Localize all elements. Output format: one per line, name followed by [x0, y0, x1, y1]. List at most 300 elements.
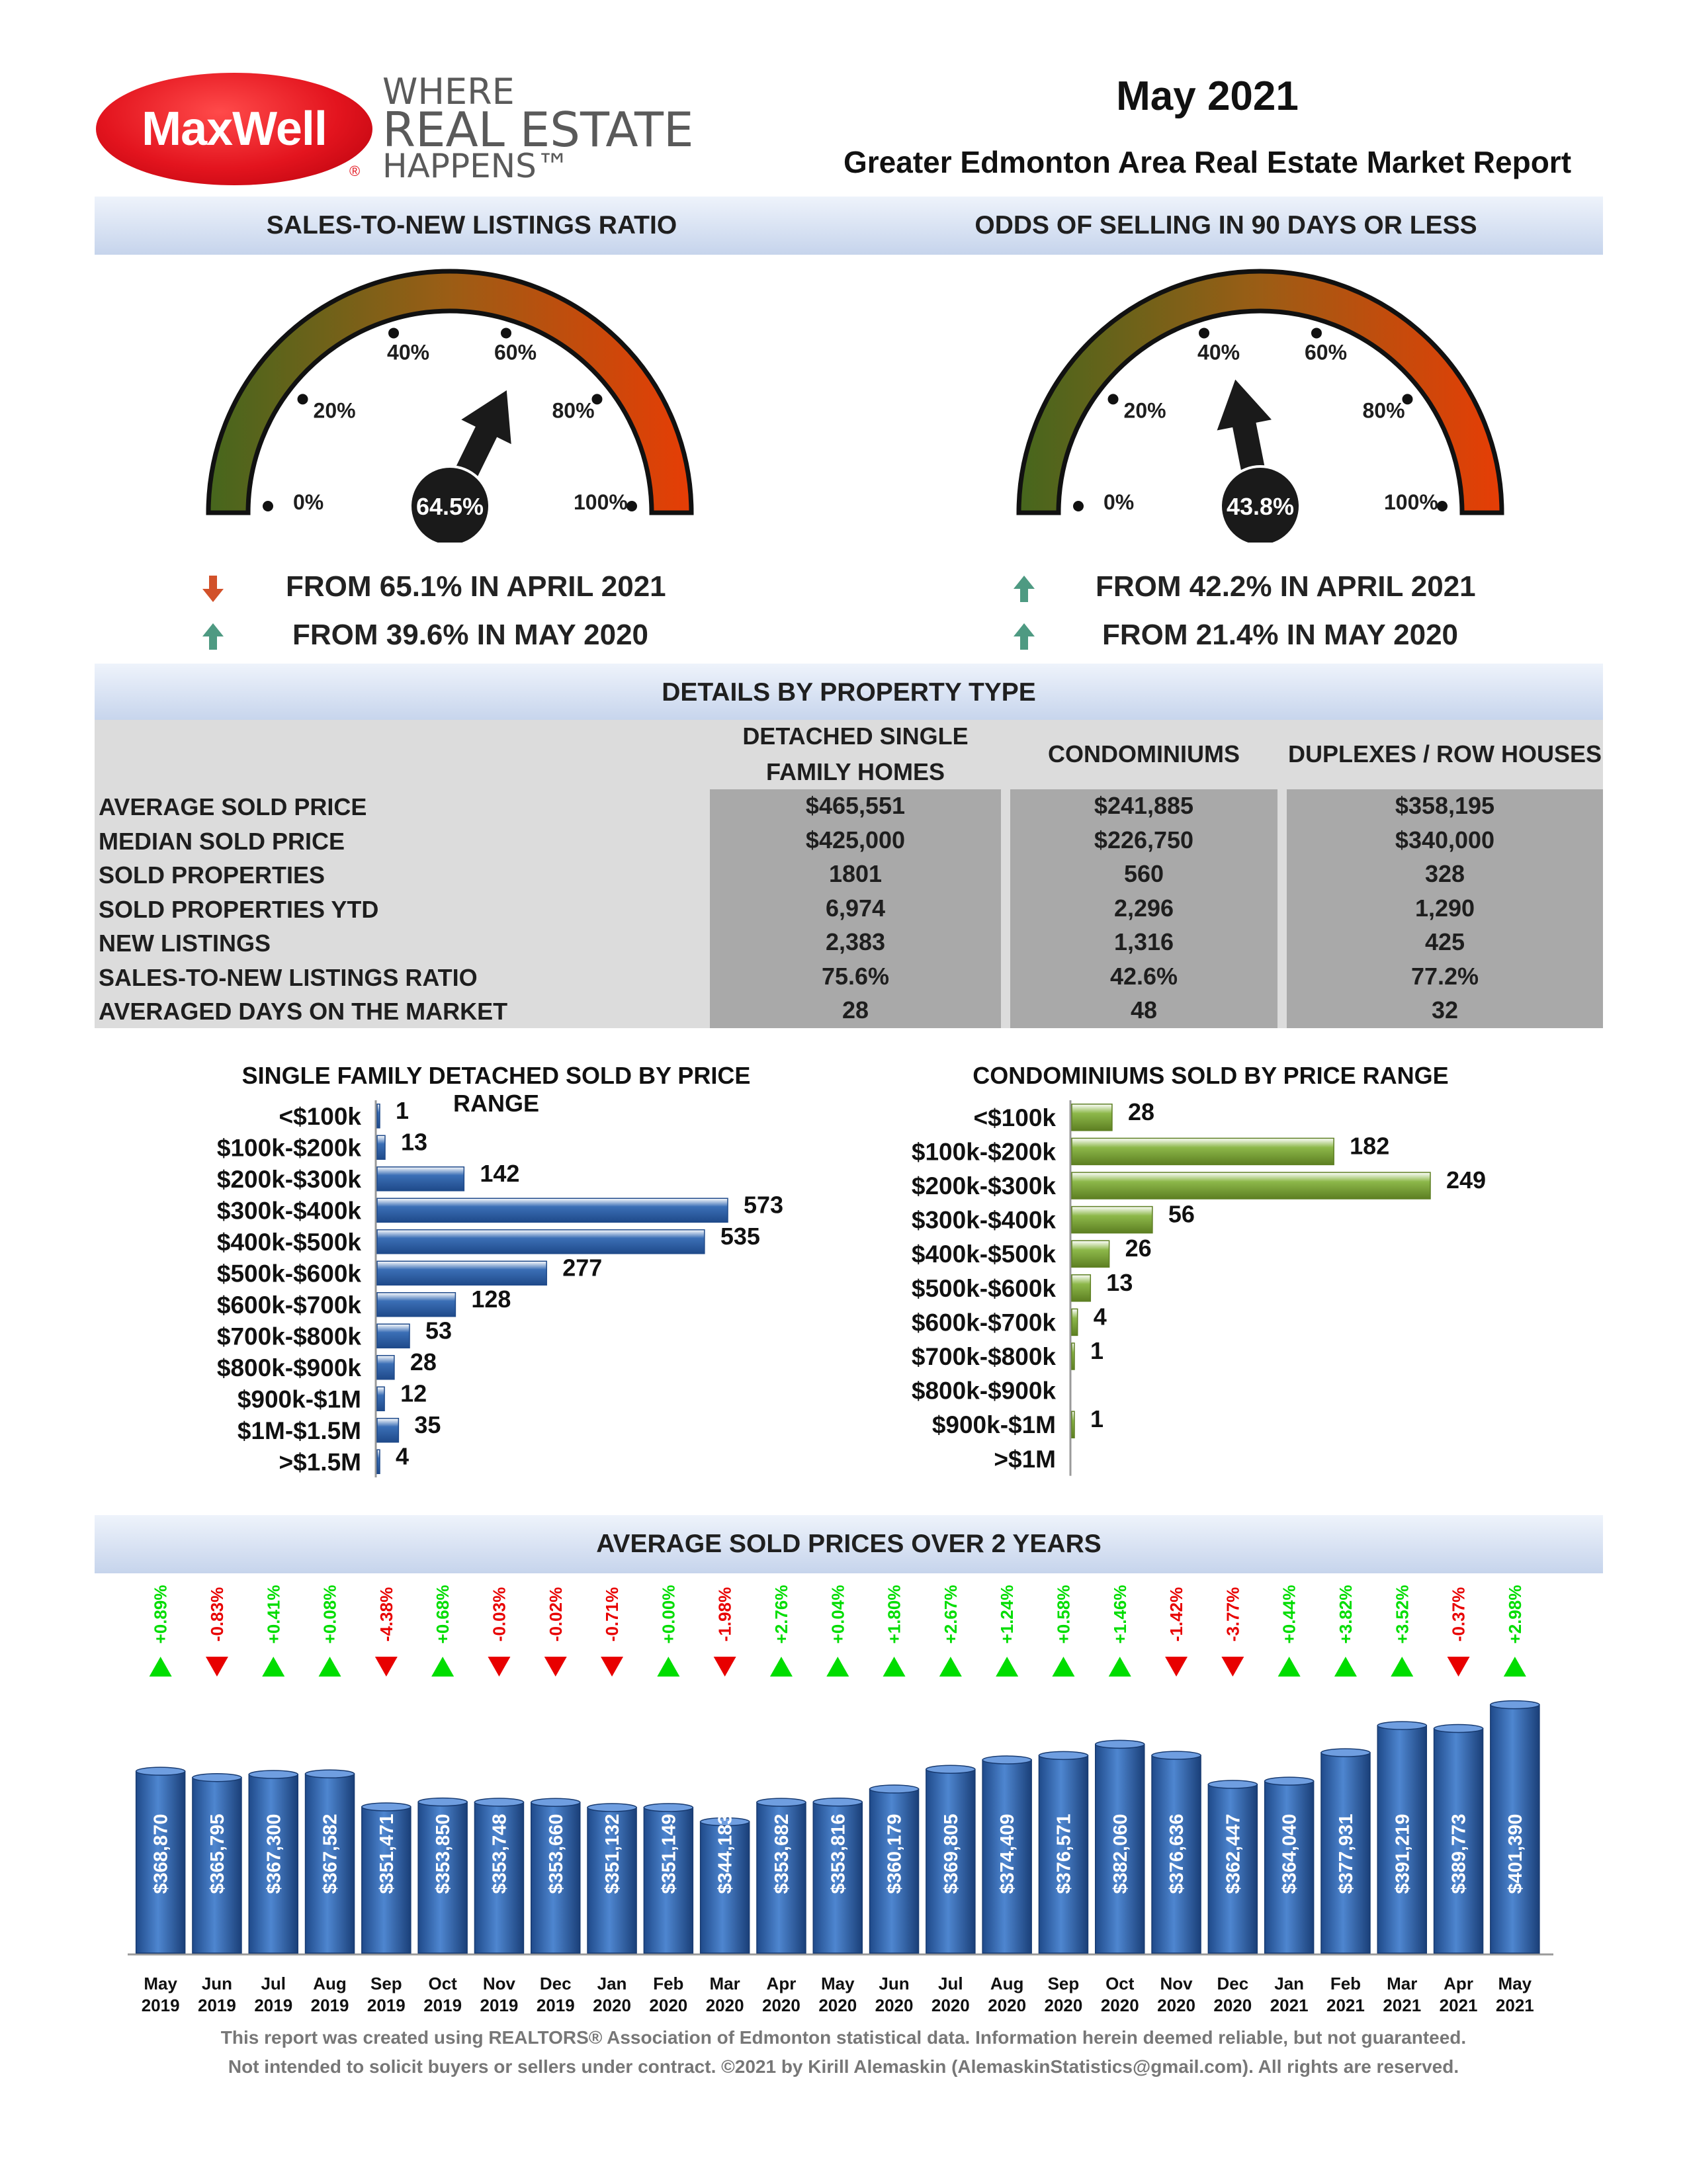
chart-month-label: Sep [1047, 1974, 1080, 1993]
details-table [95, 720, 1603, 1028]
gauge-tick-label: 0% [293, 490, 324, 514]
details-cell: $226,750 [1094, 826, 1194, 853]
gauge-tick-dot [1108, 394, 1119, 404]
chart-category-label: $900k-$1M [237, 1385, 361, 1413]
up-triangle-icon [1334, 1657, 1357, 1677]
chart-bar-cap [249, 1770, 298, 1778]
logo-tagline-3: HAPPENS™ [382, 147, 570, 185]
chart-change-label: +1.46% [1109, 1585, 1130, 1644]
chart-category-label: $700k-$800k [216, 1323, 361, 1350]
chart-change-label: -4.38% [376, 1587, 396, 1642]
chart-bar-cap [1265, 1777, 1314, 1785]
up-triangle-icon [770, 1657, 793, 1677]
chart-month-label: Feb [1330, 1974, 1362, 1993]
gauge-tick-dot [1199, 328, 1209, 338]
chart-bar-cap [1377, 1722, 1426, 1729]
chart-month-label: Oct [428, 1974, 457, 1993]
gauge-tick-label: 40% [387, 340, 430, 365]
chart-bar-cap [1096, 1740, 1145, 1748]
details-cell: $340,000 [1395, 826, 1495, 853]
chart-value-label: $353,660 [545, 1813, 567, 1894]
chart-bar-cap [757, 1798, 806, 1806]
chart-bar-cap [926, 1765, 975, 1773]
trend-up-icon [200, 622, 226, 651]
avg-price-title: AVERAGE SOLD PRICES OVER 2 YEARS [596, 1530, 1102, 1558]
chart-month-label: Feb [653, 1974, 684, 1993]
gauge-value-label: 64.5% [415, 493, 484, 520]
chart-year-label: 2021 [1383, 1995, 1422, 2011]
details-section-header [95, 664, 1603, 722]
chart-change-label: -0.37% [1448, 1587, 1469, 1642]
chart-value-label: 13 [1106, 1268, 1133, 1296]
gauge-tick-label: 100% [1384, 490, 1438, 514]
details-cell: 48 [1130, 996, 1158, 1024]
chart-value-label: $391,219 [1392, 1813, 1414, 1894]
gauge-tick-label: 0% [1103, 490, 1135, 514]
up-triangle-icon [939, 1657, 962, 1677]
chart-year-label: 2019 [536, 1995, 575, 2011]
chart-change-label: +0.44% [1279, 1585, 1299, 1644]
chart-bar [1072, 1172, 1430, 1199]
chart-month-label: Mar [709, 1974, 740, 1993]
logo-registered-mark: ® [349, 163, 361, 179]
chart-year-label: 2020 [762, 1995, 800, 2011]
chart-bar-cap [870, 1785, 919, 1793]
chart-value-label: $365,795 [206, 1813, 228, 1894]
chart-value-label: $353,816 [828, 1813, 849, 1894]
chart-bar-cap [1434, 1725, 1483, 1733]
chart-year-label: 2021 [1326, 1995, 1365, 2011]
chart-value-label: 56 [1168, 1200, 1195, 1228]
gauge-tick-label: 60% [494, 340, 537, 365]
chart-bar [377, 1356, 394, 1379]
details-cell: 2,296 [1113, 894, 1174, 922]
chart-bar [1072, 1275, 1090, 1301]
details-cell: 1801 [828, 860, 883, 887]
chart-category-label: $100k-$200k [216, 1134, 361, 1162]
chart-month-label: Jan [1274, 1974, 1305, 1993]
chart-year-label: 2020 [1100, 1995, 1139, 2011]
avg-price-section-header [95, 1515, 1603, 1573]
details-cell: $358,195 [1395, 792, 1495, 819]
chart-change-label: +0.68% [433, 1585, 453, 1644]
details-row-label: SOLD PROPERTIES YTD [99, 895, 379, 923]
chart-value-label: $360,179 [884, 1813, 906, 1894]
chart-month-label: Mar [1387, 1974, 1418, 1993]
chart-value-label: $368,870 [150, 1813, 172, 1894]
chart-bar-cap [1039, 1751, 1088, 1759]
up-triangle-icon [996, 1657, 1018, 1677]
chart-category-label: $300k-$400k [911, 1206, 1056, 1234]
chart-year-label: 2020 [705, 1995, 744, 2011]
chart-change-label: +0.00% [658, 1585, 679, 1644]
details-cell: 32 [1431, 996, 1459, 1024]
trend-up-icon [1011, 574, 1037, 603]
chart-value-label: 182 [1350, 1132, 1390, 1160]
chart-change-label: -0.83% [206, 1587, 227, 1642]
chart-category-label: <$100k [973, 1104, 1056, 1131]
chart-bar-cap [531, 1798, 580, 1806]
avg-sold-price-chart [95, 1581, 1603, 2011]
logo-brand: MaxWell [142, 103, 327, 155]
chart-value-label: 12 [400, 1379, 427, 1407]
up-triangle-icon [1109, 1657, 1131, 1677]
up-triangle-icon [1391, 1657, 1413, 1677]
chart-change-label: -0.03% [489, 1587, 509, 1642]
chart-bar-cap [362, 1803, 411, 1811]
chart-month-label: May [144, 1974, 177, 1993]
details-row-label: AVERAGED DAYS ON THE MARKET [99, 998, 508, 1025]
chart-value-label: $351,471 [376, 1813, 398, 1894]
chart-year-label: 2019 [198, 1995, 236, 2011]
gauge-tick-dot [1437, 501, 1448, 511]
chart-change-label: +0.58% [1053, 1585, 1074, 1644]
chart-month-label: Aug [990, 1974, 1024, 1993]
chart-category-label: $400k-$500k [911, 1241, 1056, 1268]
ratio-trend-may-2020: FROM 39.6% IN MAY 2020 [292, 619, 649, 651]
chart-change-label: +3.82% [1335, 1585, 1356, 1644]
chart-bar [377, 1198, 728, 1222]
chart-value-label: $344,183 [714, 1813, 736, 1894]
chart-year-label: 2020 [1213, 1995, 1252, 2011]
chart-bar-cap [1491, 1701, 1539, 1709]
footer-line-1: This report was created using REALTORS® Association of Edmonton statistical data. Information herein deemed reliable, but not guaranteed. [220, 2027, 1467, 2048]
chart-category-label: $600k-$700k [216, 1291, 361, 1319]
chart-change-label: +0.41% [263, 1585, 284, 1644]
details-cell: 1,290 [1414, 894, 1475, 922]
chart-value-label: $376,636 [1166, 1813, 1188, 1894]
up-triangle-icon [1278, 1657, 1301, 1677]
up-triangle-icon [883, 1657, 906, 1677]
chart-year-label: 2020 [1157, 1995, 1195, 2011]
chart-category-label: $200k-$300k [911, 1172, 1056, 1200]
up-triangle-icon [319, 1657, 341, 1677]
chart-change-label: -0.71% [602, 1587, 623, 1642]
chart-bar [377, 1450, 380, 1473]
chart-bar-cap [587, 1804, 636, 1812]
details-col-header-condo: CONDOMINIUMS [1048, 740, 1240, 767]
gauge-tick-dot [501, 328, 511, 338]
chart-value-label: $377,931 [1335, 1813, 1357, 1894]
gauge-tick-label: 100% [574, 490, 628, 514]
chart-month-label: Jun [201, 1974, 233, 1993]
chart-month-label: Dec [1217, 1974, 1249, 1993]
chart-value-label: 28 [410, 1348, 437, 1376]
chart-category-label: $1M-$1.5M [237, 1417, 361, 1444]
gauge-tick-dot [1073, 501, 1084, 511]
gauge-tick-label: 80% [1362, 398, 1405, 423]
details-col-header-line: DETACHED SINGLE [742, 722, 969, 750]
gauge-odds-selling [1019, 271, 1502, 543]
gauge-tick-dot [298, 394, 308, 404]
chart-category-label: $100k-$200k [911, 1138, 1056, 1166]
chart-value-label: $374,409 [997, 1813, 1019, 1894]
chart-category-label: $700k-$800k [911, 1343, 1056, 1370]
chart-category-label: <$100k [279, 1102, 361, 1130]
chart-value-label: 28 [1127, 1098, 1154, 1125]
details-cell: $465,551 [805, 792, 906, 819]
chart-change-label: +2.67% [940, 1585, 961, 1644]
gauges-svg [0, 251, 1687, 543]
chart-month-label: Dec [539, 1974, 572, 1993]
details-cell: $425,000 [805, 826, 906, 853]
up-triangle-icon [150, 1657, 172, 1677]
details-cell: 28 [842, 996, 869, 1024]
ratio-trend-april: FROM 65.1% IN APRIL 2021 [286, 570, 666, 603]
details-col-header-detached [710, 720, 1001, 789]
down-triangle-icon [1448, 1657, 1470, 1677]
chart-year-label: 2019 [254, 1995, 293, 2011]
chart-year-label: 2020 [875, 1995, 914, 2011]
details-row-label: AVERAGE SOLD PRICE [99, 793, 367, 820]
down-triangle-icon [544, 1657, 567, 1677]
chart-year-label: 2019 [141, 1995, 180, 2011]
gauge-tick-label: 80% [552, 398, 595, 423]
condo-price-range-chart [860, 1095, 1588, 1492]
chart-value-label: $367,582 [320, 1813, 341, 1894]
chart-category-label: $200k-$300k [216, 1165, 361, 1193]
chart-category-label: $800k-$900k [911, 1377, 1056, 1405]
chart-change-label: +2.98% [1504, 1585, 1525, 1644]
chart-bar [377, 1230, 705, 1254]
logo-tagline-1: WHERE [382, 71, 515, 112]
odds-trend-may-2020: FROM 21.4% IN MAY 2020 [1102, 619, 1459, 651]
chart-value-label: 53 [425, 1317, 453, 1344]
chart-month-label: Nov [482, 1974, 516, 1993]
chart-bar-cap [1321, 1749, 1370, 1757]
chart-bar [377, 1293, 455, 1317]
report-title: Greater Edmonton Area Real Estate Market Report [843, 145, 1572, 179]
chart-month-label: May [820, 1974, 855, 1993]
down-triangle-icon [714, 1657, 736, 1677]
chart-category-label: $400k-$500k [216, 1228, 361, 1256]
chart-year-label: 2019 [423, 1995, 462, 2011]
chart-value-label: $362,447 [1223, 1813, 1244, 1894]
gauge-section-header [95, 197, 1603, 255]
details-col-header-line: FAMILY HOMES [765, 758, 945, 785]
chart-change-label: -1.98% [714, 1587, 735, 1642]
down-triangle-icon [601, 1657, 623, 1677]
details-cell: 425 [1424, 928, 1465, 955]
chart-value-label: $382,060 [1109, 1813, 1131, 1894]
chart-bar [1072, 1309, 1078, 1335]
condo-chart-title: CONDOMINIUMS SOLD BY PRICE RANGE [973, 1062, 1449, 1089]
chart-value-label: $364,040 [1279, 1813, 1301, 1894]
up-triangle-icon [262, 1657, 284, 1677]
details-cell: 42.6% [1109, 962, 1178, 990]
gauge-value-label: 43.8% [1226, 493, 1295, 520]
gauge-tick-dot [263, 501, 273, 511]
chart-category-label: $500k-$600k [216, 1260, 361, 1288]
chart-bar-cap [418, 1798, 467, 1806]
details-title: DETAILS BY PROPERTY TYPE [662, 678, 1036, 707]
chart-year-label: 2019 [310, 1995, 349, 2011]
chart-month-label: Jun [879, 1974, 910, 1993]
chart-year-label: 2019 [480, 1995, 519, 2011]
chart-category-label: $600k-$700k [911, 1309, 1056, 1336]
up-triangle-icon [657, 1657, 679, 1677]
gauge-sales-ratio [208, 271, 691, 543]
chart-bar [1072, 1138, 1334, 1164]
chart-bar [1072, 1241, 1109, 1267]
chart-category-label: >$1M [994, 1445, 1056, 1473]
chart-year-label: 2021 [1270, 1995, 1309, 2011]
chart-value-label: 4 [1093, 1303, 1107, 1331]
chart-value-label: 26 [1125, 1235, 1152, 1262]
chart-change-label: +2.76% [771, 1585, 791, 1644]
down-triangle-icon [488, 1657, 510, 1677]
chart-change-label: +1.80% [884, 1585, 904, 1644]
chart-month-label: Aug [313, 1974, 347, 1993]
chart-bar-cap [982, 1756, 1031, 1764]
chart-month-label: Jan [597, 1974, 627, 1993]
chart-bar-cap [1208, 1780, 1257, 1788]
details-cell: 2,383 [825, 928, 886, 955]
chart-change-label: +0.04% [828, 1585, 848, 1644]
chart-value-label: 35 [414, 1411, 441, 1438]
gauge-tick-label: 60% [1304, 340, 1348, 365]
chart-value-label: $353,748 [489, 1813, 511, 1894]
chart-bar [377, 1324, 410, 1348]
chart-year-label: 2021 [1495, 1995, 1534, 2011]
details-cell: 75.6% [821, 962, 890, 990]
chart-bar [1072, 1411, 1074, 1438]
chart-month-label: Nov [1160, 1974, 1193, 1993]
chart-change-label: -1.42% [1166, 1587, 1187, 1642]
maxwell-logo [96, 73, 372, 185]
chart-change-label: -0.02% [545, 1587, 566, 1642]
chart-month-label: Oct [1105, 1974, 1135, 1993]
chart-value-label: 1 [1090, 1337, 1104, 1364]
gauge-tick-dot [627, 501, 637, 511]
chart-value-label: 573 [744, 1191, 784, 1219]
details-cell: 6,974 [825, 894, 886, 922]
down-triangle-icon [206, 1657, 228, 1677]
chart-value-label: 13 [401, 1128, 428, 1156]
gauge-tick-dot [388, 328, 399, 338]
chart-value-label: 249 [1446, 1166, 1487, 1194]
down-triangle-icon [375, 1657, 398, 1677]
chart-year-label: 2020 [1044, 1995, 1083, 2011]
chart-bar [377, 1419, 398, 1442]
chart-bar [377, 1135, 385, 1159]
chart-value-label: $389,773 [1448, 1813, 1470, 1894]
down-triangle-icon [1165, 1657, 1188, 1677]
chart-value-label: 4 [396, 1442, 410, 1470]
chart-year-label: 2020 [818, 1995, 857, 2011]
chart-month-label: Apr [766, 1974, 797, 1993]
gauge-tick-label: 20% [1123, 398, 1166, 423]
chart-bar-cap [193, 1774, 241, 1782]
chart-category-label: >$1.5M [279, 1448, 361, 1476]
chart-bar [1072, 1104, 1112, 1131]
chart-bar-cap [474, 1798, 523, 1806]
chart-value-label: 1 [396, 1096, 410, 1124]
chart-bar-cap [813, 1798, 862, 1806]
chart-change-label: +0.08% [320, 1585, 340, 1644]
gauge-tick-label: 20% [313, 398, 356, 423]
chart-change-label: -3.77% [1223, 1587, 1243, 1642]
details-cell: 77.2% [1410, 962, 1479, 990]
chart-bar [377, 1104, 380, 1128]
chart-month-label: Jul [261, 1974, 286, 1993]
up-triangle-icon [826, 1657, 849, 1677]
down-triangle-icon [1221, 1657, 1244, 1677]
chart-year-label: 2020 [988, 1995, 1027, 2011]
chart-year-label: 2021 [1439, 1995, 1478, 2011]
chart-bar [1072, 1207, 1152, 1233]
chart-value-label: 142 [480, 1159, 520, 1187]
odds-trend-april: FROM 42.2% IN APRIL 2021 [1096, 570, 1476, 603]
chart-month-label: Jul [938, 1974, 963, 1993]
chart-bar [377, 1261, 546, 1285]
chart-value-label: 1 [1090, 1405, 1104, 1433]
chart-category-label: $500k-$600k [911, 1274, 1056, 1302]
chart-bar [1072, 1343, 1074, 1370]
footer-line-2: Not intended to solicit buyers or sellers under contract. ©2021 by Kirill Alemaskin (AlemaskinStatistics@gmail.com). All rights are reserved. [228, 2056, 1459, 2077]
chart-value-label: $367,300 [263, 1813, 285, 1894]
chart-bar-cap [644, 1804, 693, 1812]
chart-value-label: $376,571 [1053, 1813, 1075, 1894]
chart-value-label: $351,149 [658, 1813, 680, 1894]
chart-bar [377, 1167, 464, 1191]
chart-value-label: $369,805 [940, 1813, 962, 1894]
chart-change-label: +3.52% [1392, 1585, 1412, 1644]
chart-category-label: $800k-$900k [216, 1354, 361, 1381]
details-cell: 328 [1424, 860, 1465, 887]
chart-bar-cap [136, 1767, 185, 1775]
gauge-title-odds: ODDS OF SELLING IN 90 DAYS OR LESS [974, 211, 1477, 240]
chart-value-label: 128 [471, 1285, 511, 1313]
details-row-label: NEW LISTINGS [99, 930, 271, 957]
detached-chart-title: SINGLE FAMILY DETACHED SOLD BY PRICE RANGE [241, 1062, 751, 1117]
gauge-tick-label: 40% [1197, 340, 1240, 365]
chart-change-label: +0.89% [150, 1585, 171, 1644]
trend-down-icon [200, 574, 226, 603]
details-col-header-duplex: DUPLEXES / ROW HOUSES [1287, 740, 1602, 767]
up-triangle-icon [1052, 1657, 1074, 1677]
chart-year-label: 2020 [931, 1995, 970, 2011]
chart-value-label: $401,390 [1504, 1813, 1526, 1894]
chart-month-label: Apr [1444, 1974, 1473, 1993]
chart-value-label: $353,850 [433, 1813, 454, 1894]
details-cell: 1,316 [1113, 928, 1174, 955]
details-row-label: SALES-TO-NEW LISTINGS RATIO [99, 963, 478, 991]
chart-value-label: 277 [562, 1254, 603, 1282]
details-cell: 560 [1123, 860, 1164, 887]
chart-year-label: 2020 [593, 1995, 631, 2011]
details-row-label: SOLD PROPERTIES [99, 861, 325, 889]
chart-year-label: 2020 [649, 1995, 688, 2011]
chart-bar-cap [1152, 1751, 1201, 1759]
chart-category-label: $300k-$400k [216, 1197, 361, 1225]
details-row-label: MEDIAN SOLD PRICE [99, 827, 345, 855]
chart-category-label: $900k-$1M [931, 1411, 1056, 1439]
chart-month-label: May [1498, 1974, 1532, 1993]
gauge-tick-dot [1311, 328, 1322, 338]
report-month: May 2021 [1116, 73, 1299, 119]
chart-bar [377, 1387, 384, 1411]
details-cell: $241,885 [1094, 792, 1194, 819]
logo-tagline-2: REAL ESTATE [382, 102, 694, 157]
chart-value-label: $353,682 [771, 1813, 793, 1894]
detached-price-range-chart [95, 1095, 822, 1492]
up-triangle-icon [431, 1657, 454, 1677]
chart-month-label: Sep [370, 1974, 402, 1993]
chart-value-label: 535 [720, 1222, 760, 1250]
chart-change-label: +1.24% [997, 1585, 1017, 1644]
up-triangle-icon [1504, 1657, 1526, 1677]
